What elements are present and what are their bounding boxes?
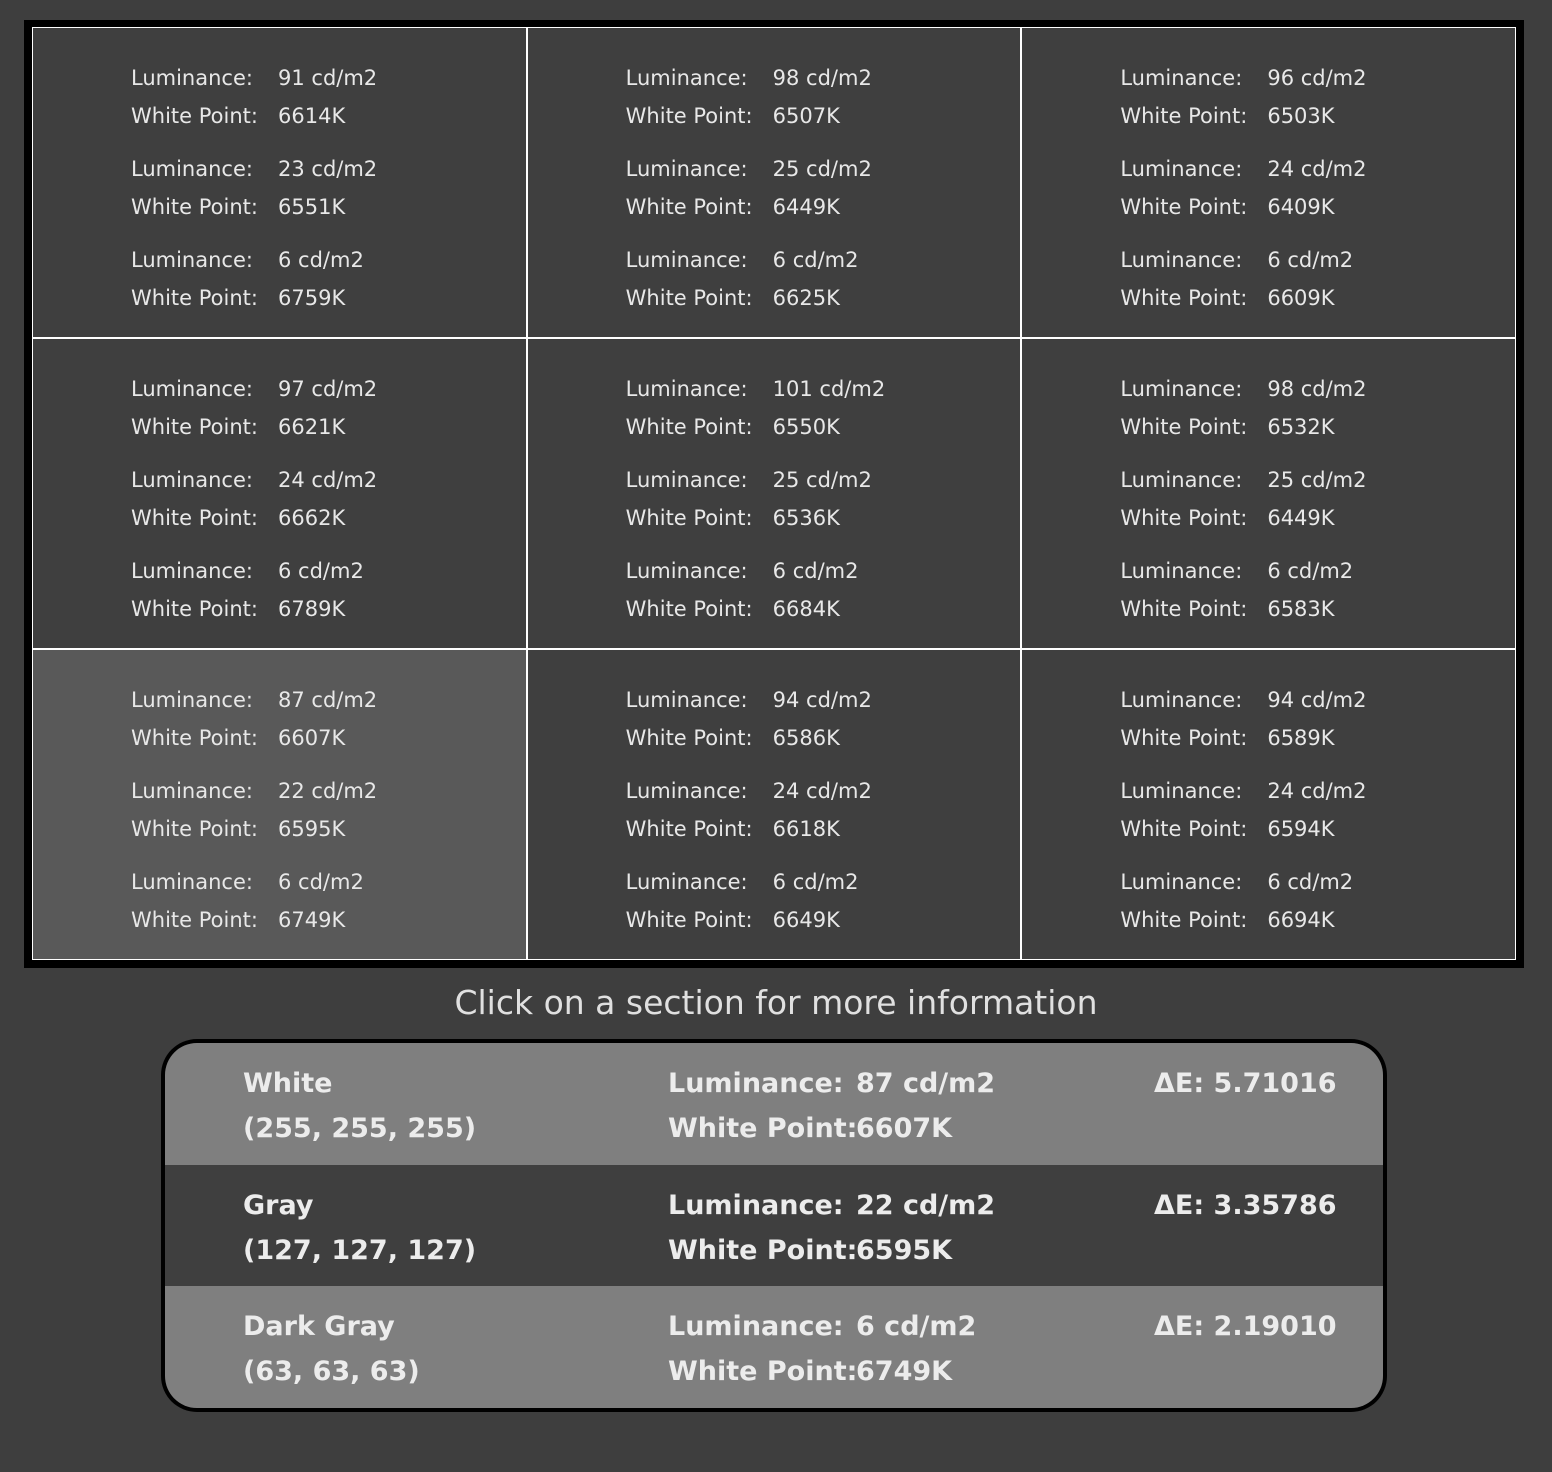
white-point-value: 6589K: [1267, 726, 1335, 750]
luminance-value: 6 cd/m2: [278, 248, 364, 272]
luminance-label: Luminance:: [1120, 688, 1243, 712]
white-point-row: [1120, 97, 1366, 135]
delta-e-value: ΔE: 5.71016: [1154, 1068, 1337, 1099]
reading-group: [626, 681, 872, 757]
luminance-row: [131, 461, 377, 499]
luminance-row: [626, 772, 872, 810]
white-point-label: White Point:: [131, 195, 258, 219]
luminance-row: [626, 59, 872, 97]
luminance-row: [131, 772, 377, 810]
luminance-value: 23 cd/m2: [278, 157, 378, 181]
values: [856, 1183, 995, 1273]
white-point-label: White Point:: [1120, 908, 1248, 932]
white-point-label: White Point:: [131, 506, 258, 530]
luminance-label: Luminance:: [625, 468, 748, 492]
patch-info: [243, 1304, 420, 1394]
luminance-label: Luminance:: [1120, 468, 1243, 492]
luminance-value: 87 cd/m2: [278, 688, 378, 712]
uniformity-grid-frame: [24, 20, 1524, 968]
white-point-row: [131, 97, 377, 135]
luminance-value: 98 cd/m2: [772, 66, 872, 90]
reading-group: [626, 370, 886, 446]
instructions-text: Click on a section for more information: [454, 983, 1098, 1022]
luminance-value: 25 cd/m2: [772, 157, 872, 181]
reading-group: [131, 863, 377, 939]
luminance-value: 6 cd/m2: [772, 870, 859, 894]
white-point-value: 6649K: [772, 908, 840, 932]
white-point-value: 6614K: [278, 104, 346, 128]
white-point-label: White Point:: [1120, 817, 1248, 841]
luminance-label: Luminance:: [668, 1189, 844, 1221]
white-point-label: White Point:: [131, 104, 258, 128]
luminance-label: Luminance:: [131, 779, 253, 803]
luminance-value: 94 cd/m2: [1267, 688, 1367, 712]
luminance-row: [131, 59, 377, 97]
luminance-label: Luminance:: [668, 1311, 844, 1343]
white-point-value: 6586K: [772, 726, 840, 750]
luminance-row: [131, 370, 377, 408]
luminance-label: Luminance:: [1120, 870, 1243, 894]
white-point-label: White Point:: [131, 286, 258, 310]
white-point-value: 6583K: [1267, 597, 1335, 621]
luminance-row: [626, 461, 886, 499]
luminance-label: Luminance:: [131, 157, 253, 181]
white-point-label: White Point:: [668, 1113, 858, 1144]
white-point-value: 6536K: [772, 506, 840, 530]
luminance-value: 96 cd/m2: [1267, 66, 1367, 90]
detail-table: [165, 1043, 1383, 1408]
white-point-value: 6789K: [278, 597, 346, 621]
luminance-label: Luminance:: [625, 559, 748, 583]
white-point-value: 6759K: [278, 286, 346, 310]
white-point-label: White Point:: [131, 415, 258, 439]
white-point-row: [626, 97, 872, 135]
white-point-value: 6607K: [278, 726, 346, 750]
luminance-row: [626, 241, 872, 279]
reading-group: [1120, 241, 1366, 317]
patch-info: [243, 1183, 476, 1273]
white-point-label: White Point:: [131, 908, 258, 932]
section-readings: [626, 681, 872, 954]
luminance-value: 6 cd/m2: [772, 248, 859, 272]
white-point-row: [626, 408, 886, 446]
white-point-label: White Point:: [1120, 104, 1248, 128]
reading-group: [1120, 863, 1366, 939]
values: [856, 1304, 976, 1394]
reading-group: [1120, 681, 1366, 757]
white-point-label: White Point:: [625, 104, 753, 128]
white-point-row: [626, 499, 886, 537]
luminance-label: Luminance:: [668, 1068, 844, 1099]
section-readings: [131, 59, 377, 332]
white-point-label: White Point:: [1120, 506, 1248, 530]
white-point-value: 6684K: [772, 597, 840, 621]
reading-group: [1120, 150, 1366, 226]
white-point-row: [1120, 901, 1366, 939]
detail-row-dark-gray: [165, 1286, 1383, 1408]
grid-section-5[interactable]: [528, 339, 1021, 648]
luminance-label: Luminance:: [625, 870, 748, 894]
white-point-value: 6503K: [1267, 104, 1335, 128]
white-point-row: [131, 279, 377, 317]
labels: [668, 1183, 857, 1273]
white-point-row: [626, 810, 872, 848]
white-point-value: 6662K: [278, 506, 346, 530]
white-point-row: [1120, 810, 1366, 848]
grid-section-7[interactable]: [33, 650, 526, 959]
luminance-label: Luminance:: [131, 688, 253, 712]
luminance-row: [131, 552, 377, 590]
luminance-row: [1120, 241, 1366, 279]
white-point-label: White Point:: [1120, 726, 1248, 750]
reading-group: [131, 461, 377, 537]
patch-info: [243, 1061, 476, 1151]
luminance-label: Luminance:: [1120, 248, 1243, 272]
reading-group: [1120, 370, 1366, 446]
white-point-row: [1120, 188, 1366, 226]
luminance-value: 25 cd/m2: [1267, 468, 1367, 492]
luminance-label: Luminance:: [131, 377, 253, 401]
reading-group: [626, 772, 872, 848]
luminance-label: Luminance:: [1120, 157, 1243, 181]
luminance-value: 22 cd/m2: [278, 779, 378, 803]
luminance-value: 98 cd/m2: [1267, 377, 1367, 401]
luminance-label: Luminance:: [131, 870, 253, 894]
white-point-row: [626, 279, 872, 317]
section-readings: [131, 681, 377, 954]
luminance-label: Luminance:: [625, 66, 748, 90]
luminance-row: [1120, 59, 1366, 97]
white-point-value: 6749K: [856, 1356, 953, 1388]
white-point-value: 6609K: [1267, 286, 1335, 310]
luminance-row: [131, 681, 377, 719]
section-readings: [1120, 59, 1366, 332]
luminance-row: [1120, 150, 1366, 188]
white-point-value: 6507K: [772, 104, 840, 128]
luminance-label: Luminance:: [131, 468, 253, 492]
reading-group: [131, 681, 377, 757]
grid-section-8[interactable]: [528, 650, 1021, 959]
luminance-label: Luminance:: [625, 377, 748, 401]
section-readings: [131, 370, 377, 643]
white-point-value: 6618K: [772, 817, 840, 841]
delta-e-value: ΔE: 2.19010: [1154, 1311, 1337, 1343]
luminance-label: Luminance:: [1120, 779, 1243, 803]
white-point-value: 6551K: [278, 195, 346, 219]
luminance-row: [1120, 370, 1366, 408]
luminance-value: 25 cd/m2: [772, 468, 872, 492]
luminance-value: 6 cd/m2: [772, 559, 859, 583]
reading-group: [131, 370, 377, 446]
luminance-value: 6 cd/m2: [1267, 870, 1354, 894]
luminance-value: 91 cd/m2: [278, 66, 378, 90]
white-point-label: White Point:: [625, 195, 753, 219]
white-point-row: [626, 590, 886, 628]
white-point-value: 6532K: [1267, 415, 1335, 439]
reading-group: [1120, 772, 1366, 848]
patch-name: White: [243, 1068, 333, 1099]
reading-group: [131, 241, 377, 317]
white-point-value: 6621K: [278, 415, 346, 439]
luminance-value: 94 cd/m2: [772, 688, 872, 712]
patch-rgb: (127, 127, 127): [243, 1234, 477, 1266]
white-point-label: White Point:: [1120, 415, 1248, 439]
patch-name: Gray: [243, 1189, 314, 1221]
delta-e-value: ΔE: 3.35786: [1154, 1189, 1337, 1221]
white-point-value: 6409K: [1267, 195, 1335, 219]
reading-group: [131, 150, 377, 226]
reading-group: [626, 150, 872, 226]
white-point-label: White Point:: [668, 1234, 858, 1266]
reading-group: [131, 772, 377, 848]
luminance-label: Luminance:: [131, 66, 253, 90]
luminance-value: 6 cd/m2: [856, 1311, 977, 1343]
white-point-value: 6607K: [856, 1113, 953, 1144]
section-readings: [1120, 370, 1366, 643]
luminance-row: [626, 863, 872, 901]
white-point-row: [1120, 719, 1366, 757]
grid-section-3[interactable]: [1022, 28, 1515, 337]
luminance-row: [131, 863, 377, 901]
white-point-row: [626, 901, 872, 939]
luminance-row: [626, 681, 872, 719]
white-point-label: White Point:: [131, 726, 258, 750]
luminance-row: [131, 241, 377, 279]
luminance-label: Luminance:: [131, 248, 253, 272]
uniformity-grid: [32, 27, 1516, 960]
luminance-value: 24 cd/m2: [1267, 779, 1367, 803]
luminance-value: 87 cd/m2: [856, 1068, 996, 1099]
white-point-label: White Point:: [131, 597, 258, 621]
luminance-row: [1120, 681, 1366, 719]
white-point-value: 6749K: [278, 908, 346, 932]
white-point-label: White Point:: [625, 415, 753, 439]
white-point-row: [131, 901, 377, 939]
labels: [668, 1061, 857, 1151]
white-point-label: White Point:: [625, 597, 753, 621]
luminance-value: 6 cd/m2: [278, 870, 364, 894]
reading-group: [131, 59, 377, 135]
white-point-row: [131, 590, 377, 628]
luminance-row: [1120, 772, 1366, 810]
white-point-label: White Point:: [625, 817, 753, 841]
detail-row-gray: [165, 1165, 1383, 1287]
luminance-value: 24 cd/m2: [1267, 157, 1367, 181]
white-point-value: 6449K: [772, 195, 840, 219]
detail-panel: [161, 1039, 1387, 1412]
luminance-label: Luminance:: [1120, 66, 1243, 90]
reading-group: [626, 863, 872, 939]
luminance-value: 97 cd/m2: [278, 377, 378, 401]
luminance-label: Luminance:: [131, 559, 253, 583]
white-point-value: 6595K: [856, 1234, 953, 1266]
white-point-row: [131, 188, 377, 226]
white-point-row: [1120, 590, 1366, 628]
luminance-value: 6 cd/m2: [1267, 248, 1354, 272]
reading-group: [626, 461, 886, 537]
grid-section-6[interactable]: [1022, 339, 1515, 648]
luminance-label: Luminance:: [625, 688, 748, 712]
reading-group: [131, 552, 377, 628]
white-point-row: [1120, 279, 1366, 317]
values: [856, 1061, 995, 1151]
reading-group: [1120, 552, 1366, 628]
reading-group: [626, 552, 886, 628]
luminance-row: [1120, 552, 1366, 590]
white-point-value: 6694K: [1267, 908, 1335, 932]
reading-group: [626, 241, 872, 317]
section-readings: [1120, 681, 1366, 954]
section-readings: [626, 59, 872, 332]
white-point-label: White Point:: [625, 908, 753, 932]
luminance-row: [626, 370, 886, 408]
grid-section-4[interactable]: [33, 339, 526, 648]
detail-row-white: [165, 1043, 1383, 1165]
patch-rgb: (63, 63, 63): [243, 1356, 420, 1388]
luminance-row: [1120, 461, 1366, 499]
grid-section-2[interactable]: [528, 28, 1021, 337]
reading-group: [626, 59, 872, 135]
white-point-label: White Point:: [625, 506, 753, 530]
white-point-value: 6595K: [278, 817, 346, 841]
luminance-value: 22 cd/m2: [856, 1189, 996, 1221]
luminance-value: 6 cd/m2: [1267, 559, 1354, 583]
grid-section-9[interactable]: [1022, 650, 1515, 959]
white-point-label: White Point:: [131, 817, 258, 841]
white-point-value: 6625K: [772, 286, 840, 310]
grid-section-1[interactable]: [33, 28, 526, 337]
luminance-value: 101 cd/m2: [772, 377, 886, 401]
reading-group: [1120, 461, 1366, 537]
luminance-label: Luminance:: [625, 248, 748, 272]
white-point-row: [1120, 408, 1366, 446]
white-point-row: [1120, 499, 1366, 537]
luminance-label: Luminance:: [625, 779, 748, 803]
luminance-label: Luminance:: [1120, 559, 1243, 583]
luminance-label: Luminance:: [1120, 377, 1243, 401]
white-point-label: White Point:: [625, 726, 753, 750]
luminance-label: Luminance:: [625, 157, 748, 181]
white-point-row: [131, 719, 377, 757]
white-point-row: [131, 499, 377, 537]
white-point-row: [626, 188, 872, 226]
luminance-value: 24 cd/m2: [278, 468, 378, 492]
luminance-row: [626, 150, 872, 188]
white-point-value: 6594K: [1267, 817, 1335, 841]
white-point-label: White Point:: [1120, 597, 1248, 621]
white-point-value: 6550K: [772, 415, 840, 439]
white-point-label: White Point:: [1120, 195, 1248, 219]
luminance-row: [626, 552, 886, 590]
white-point-label: White Point:: [668, 1356, 858, 1388]
labels: [668, 1304, 857, 1394]
luminance-value: 24 cd/m2: [772, 779, 872, 803]
white-point-value: 6449K: [1267, 506, 1335, 530]
luminance-row: [131, 150, 377, 188]
white-point-row: [131, 810, 377, 848]
patch-name: Dark Gray: [243, 1311, 395, 1343]
white-point-row: [131, 408, 377, 446]
white-point-label: White Point:: [625, 286, 753, 310]
reading-group: [1120, 59, 1366, 135]
luminance-value: 6 cd/m2: [278, 559, 364, 583]
white-point-label: White Point:: [1120, 286, 1248, 310]
luminance-row: [1120, 863, 1366, 901]
patch-rgb: (255, 255, 255): [243, 1113, 477, 1144]
white-point-row: [626, 719, 872, 757]
section-readings: [626, 370, 886, 643]
